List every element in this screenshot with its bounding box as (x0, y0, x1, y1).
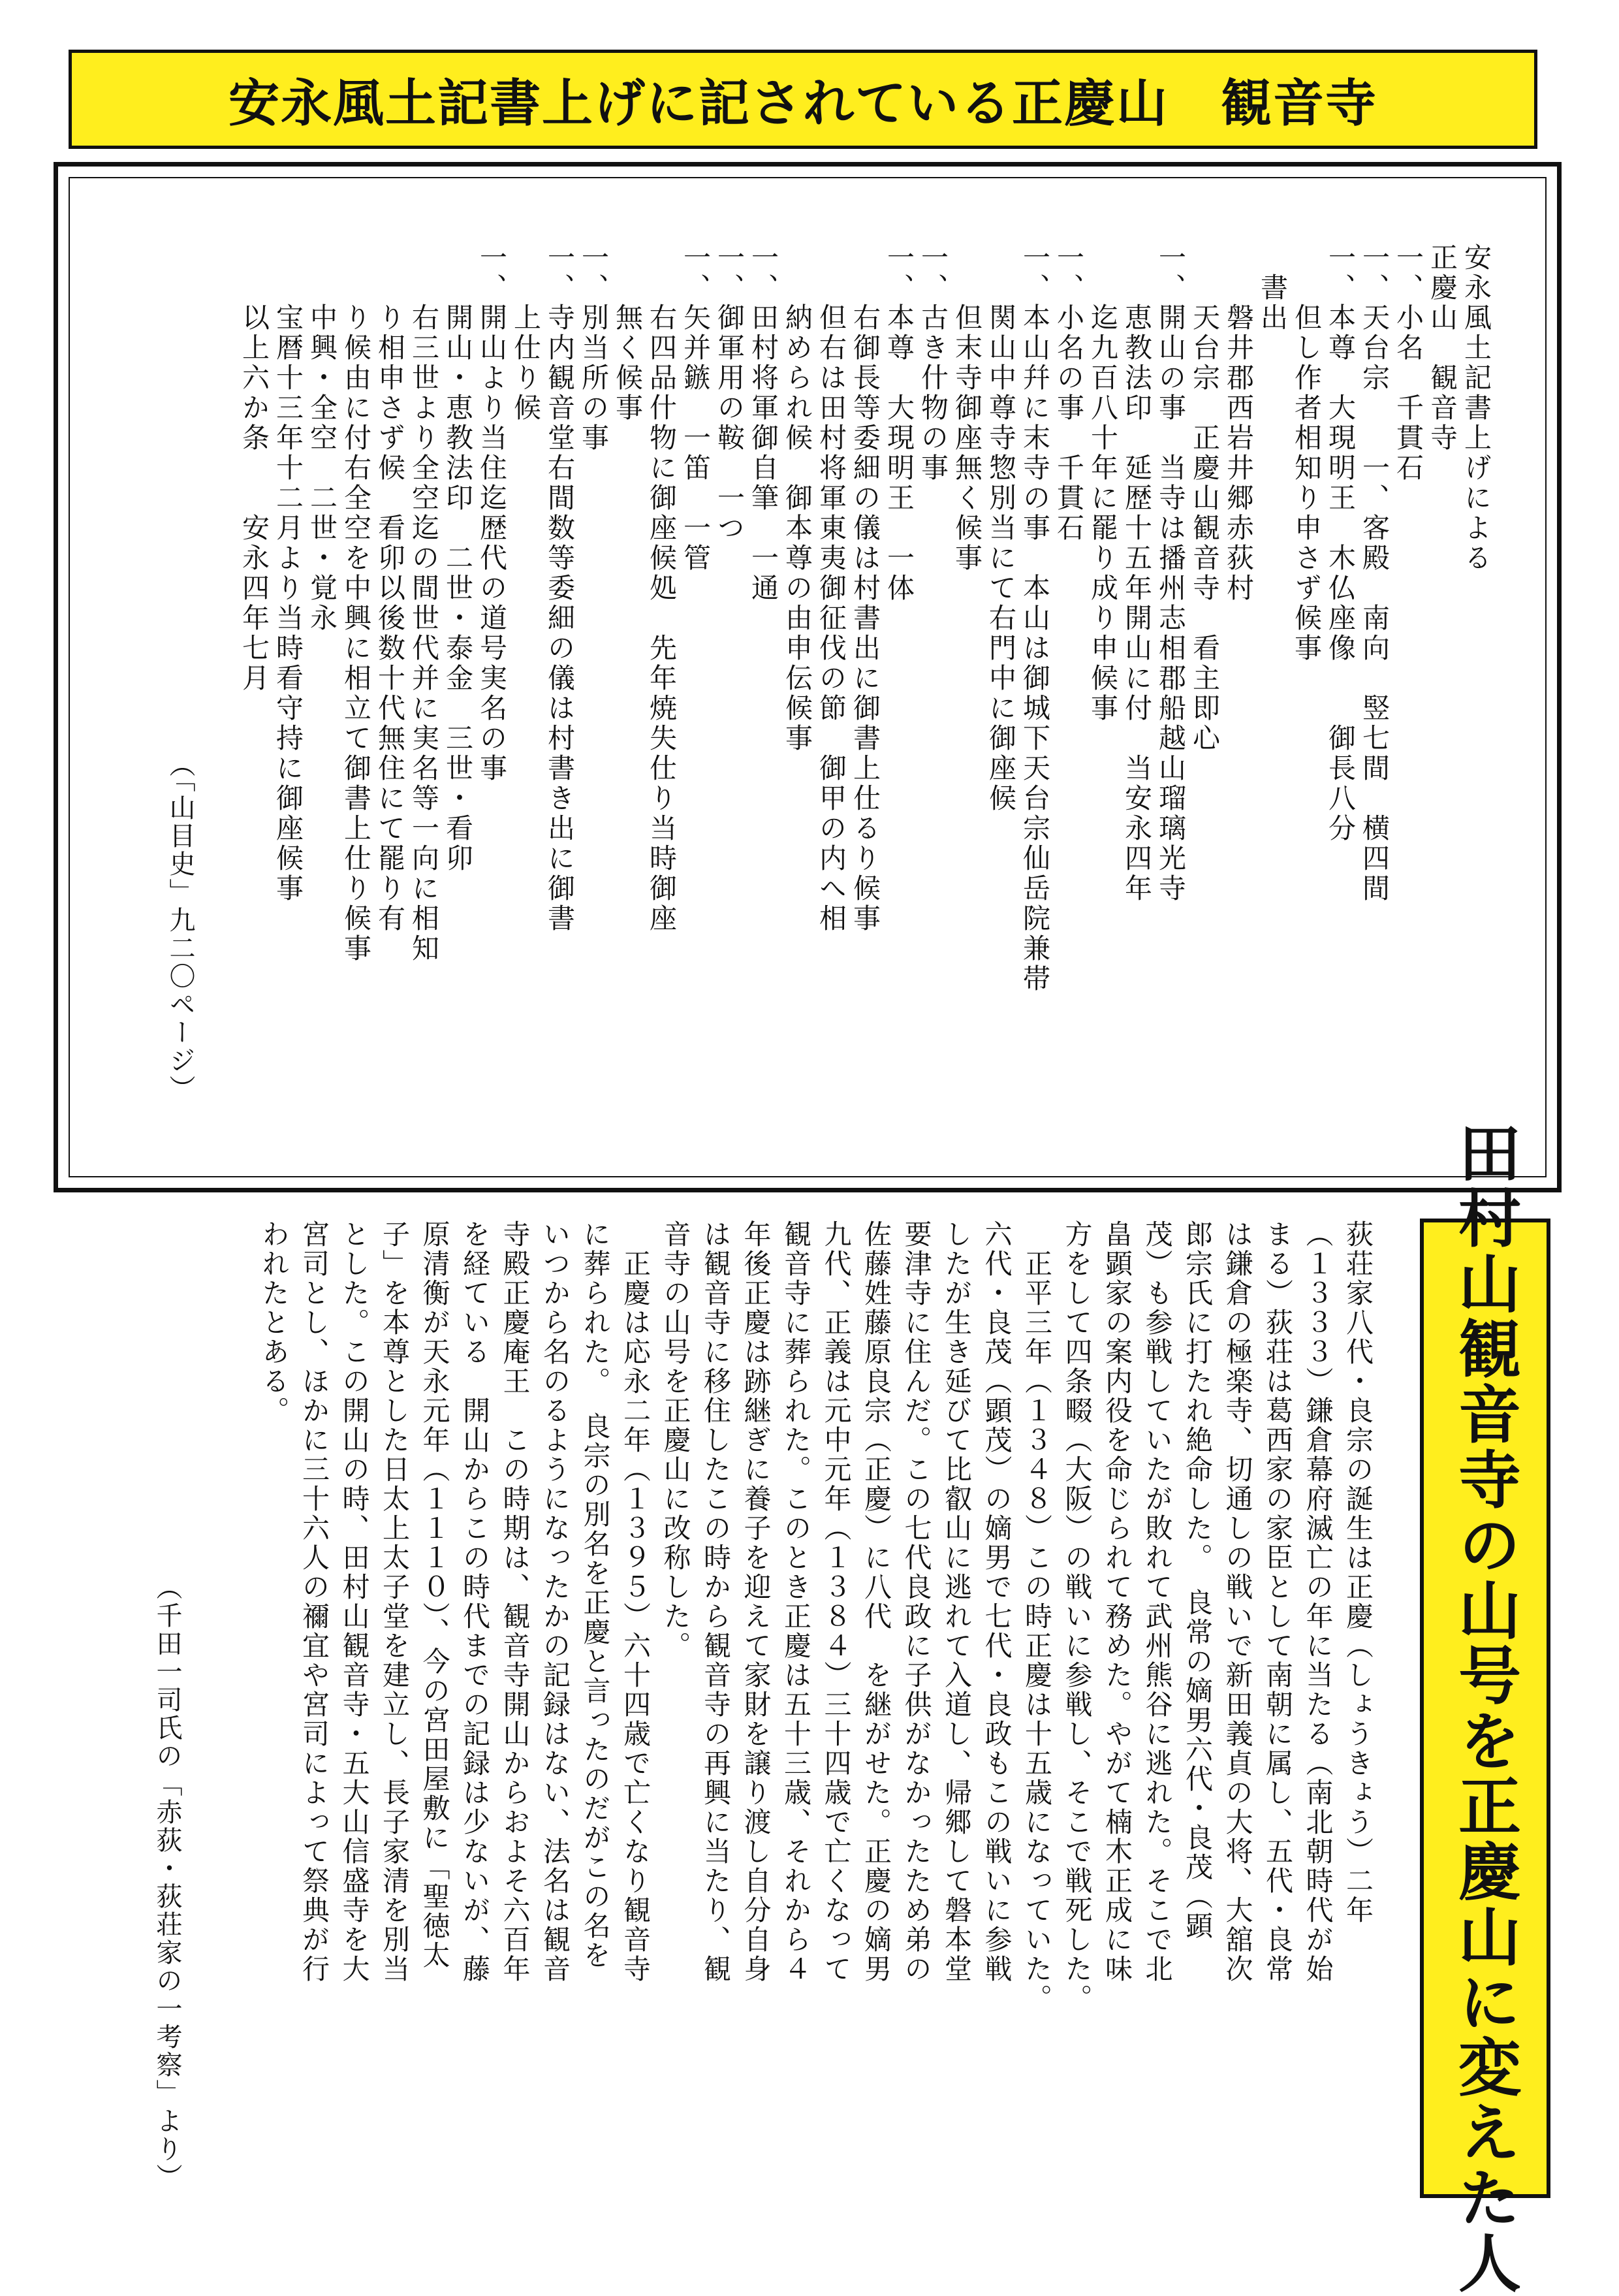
article-citation: （千田一司氏の「赤荻・荻荘家の一考察」より） (152, 1574, 182, 2192)
article-line: 佐藤姓藤原良宗（正慶）に八代 を継がせた。正慶の嫡男 (860, 1220, 892, 1984)
article-line: 正平三年（１３４８）この時正慶は十五歳になっていた。 (1021, 1220, 1053, 2013)
document-line: 一、寺内観音堂右間数等委細の儀は村書き出に御書 (544, 243, 576, 934)
article-line: 九代、正義は元中元年（１３８４）三十四歳で亡くなって (820, 1220, 853, 1984)
document-line: 磐井郡西岩井郷赤荻村 (1223, 243, 1255, 603)
article-line: 宮司とし、ほかに三十六人の禰宜や宮司によって祭典が行 (298, 1220, 330, 1984)
document-line: 一、御軍用の鞍 一つ (714, 243, 746, 543)
article-line: に葬られた。 良宗の別名を正慶と言ったのだがこの名を (579, 1220, 612, 1970)
article-line: 寺殿正慶庵王 この時期は、観音寺開山からおよそ六百年 (499, 1220, 531, 1984)
article-line: は観音寺に移住したこの時から観音寺の再興に当たり、観 (700, 1220, 732, 1984)
article-line: 子」を本尊とした日太上太子堂を建立し、長子家清を別当 (379, 1220, 411, 1984)
article-line: まる）荻荘は葛西家の家臣として南朝に属し、五代・良常 (1262, 1220, 1294, 1984)
article-line: 畠顕家の案内役を命じられて務めた。やがて楠木正成に味 (1101, 1220, 1133, 1984)
document-line: 一、矢并鏃 一笛 一管 (680, 243, 712, 573)
article-line: とした。この開山の時、田村山観音寺・五大山信盛寺を大 (338, 1220, 371, 1984)
document-line: 中興・全空 二世・覚永 (306, 243, 338, 633)
document-line: 但右は田村将軍東夷御征伐の節 御甲の内へ相 (815, 243, 847, 934)
document-line: 天台宗 正慶山観音寺 看主即心 (1189, 243, 1221, 754)
article-line: 郎宗氏に打たれ絶命した。 良常の嫡男六代・良茂（顕 (1182, 1220, 1214, 1941)
article-line: を経ている 開山からこの時代までの記録は少ないが、藤 (459, 1220, 491, 1984)
article-line: （１３３３）鎌倉幕府滅亡の年に当たる（南北朝時代が始 (1302, 1220, 1334, 1984)
document-line: 無く候事 (612, 243, 644, 423)
article-line: したが生き延びて比叡山に逃れて入道し、帰郷して磐本堂 (941, 1220, 973, 1984)
document-line: 右四品什物に御座候処 先年焼失仕り当時御座 (646, 243, 678, 934)
article-line: 荻荘家八代・良宗の誕生は正慶（しょうきょう）二年 (1342, 1220, 1374, 1925)
document-line: 一、本尊 大現明王 一体 (883, 243, 915, 603)
article-line: われたとある。 (258, 1220, 291, 1426)
article-heading: 田村山観音寺の山号を正慶山に変えた人 (1448, 1121, 1522, 2296)
document-line: 一、別当所の事 (578, 243, 610, 453)
document-line: 一、田村将軍御自筆 一通 (747, 243, 779, 603)
article-line: 方をして四条畷（大阪）の戦いに参戦し、そこで戦死した。 (1061, 1220, 1093, 2013)
article-line: は鎌倉の極楽寺、切通しの戦いで新田義貞の大将、大舘次 (1221, 1220, 1254, 1984)
document-line: 正慶山 観音寺 (1426, 243, 1458, 453)
document-line: 関山中尊寺惣別当にて右門中に御座候 (985, 243, 1017, 814)
document-line: 一、本尊 大現明王 木仏座像 御長八分 (1325, 243, 1357, 844)
document-line: 右三世より全空迄の間世代并に実名等一向に相知 (408, 243, 440, 964)
article-line: 正慶は応永二年（１３９５）六十四歳で亡くなり観音寺 (620, 1220, 652, 1984)
document-line: り候由に付右全空を中興に相立て御書上仕り候事 (340, 243, 372, 964)
document-line: 以上六か条 安永四年七月 (238, 243, 270, 694)
article-line: 音寺の山号を正慶山に改称した。 (659, 1220, 692, 1661)
article-line: 年後正慶は跡継ぎに養子を迎えて家財を譲り渡し自分自身 (740, 1220, 772, 1984)
document-line: 一、本山幷に末寺の事 本山は御城下天台宗仙岳院兼帯 (1019, 243, 1051, 994)
document-line: 宝暦十三年十二月より当時看守持に御座候事 (272, 243, 304, 904)
article-heading-box (1420, 1121, 1550, 2296)
document-line: 上仕り候 (510, 243, 542, 423)
article-line: 観音寺に葬られた。このとき正慶は五十三歳、それから４ (780, 1220, 812, 1984)
article-line: 要津寺に住んだ。この七代良政に子供がなかったため弟の (900, 1220, 933, 1984)
title-banner (69, 50, 1537, 149)
document-line: 一、天台宗 一、客殿 南向 竪七間 横四間 (1359, 243, 1391, 904)
document-line: 一、開山より当住迄歴代の道号実名の事 (476, 243, 508, 784)
document-line: 安永風土記書上げによる (1460, 243, 1492, 573)
document-line: り相申さず候 看卯以後数十代無住にて罷り有 (374, 243, 406, 934)
document-line: 但末寺御座無く候事 (951, 243, 983, 573)
document-line: 一、小名 千貫石 (1392, 243, 1424, 483)
document-line: 但し作者相知り申さず候事 (1291, 243, 1323, 663)
document-line: 一、小名の事 千貫石 (1053, 243, 1085, 543)
document-line: 一、開山の事 当寺は播州志相郡船越山瑠璃光寺 (1155, 243, 1187, 904)
document-line: 開山・恵教法印 二世・泰金 三世・看卯 (442, 243, 474, 874)
document-line: 恵教法印 延歴十五年開山に付 当安永四年 (1121, 243, 1153, 904)
article-line: いつから名のるようになったかの記録はない、法名は観音 (539, 1220, 571, 1984)
document-line: 迄九百八十年に罷り成り申候事 (1087, 243, 1119, 724)
page-title: 安永風土記書上げに記されている正慶山 観音寺 (228, 74, 1377, 133)
document-line: 右御長等委細の儀は村書出に御書上仕るり候事 (849, 243, 881, 934)
document-line: 書出 (1257, 243, 1289, 333)
article-line: 原清衡が天永元年（１１１０）、今の宮田屋敷に「聖徳太 (418, 1220, 451, 1970)
article-line: 茂）も参戦していたが敗れて武州熊谷に逃れた。そこで北 (1141, 1220, 1174, 1984)
document-source-note: （「山目史」九二〇ページ） (165, 751, 195, 1103)
document-line: 納められ候 御本尊の由申伝候事 (781, 243, 813, 754)
document-line: 一、古き什物の事 (917, 243, 949, 483)
article-line: 六代・良茂（顕茂）の嫡男で七代・良政もこの戦いに参戦 (981, 1220, 1013, 1984)
